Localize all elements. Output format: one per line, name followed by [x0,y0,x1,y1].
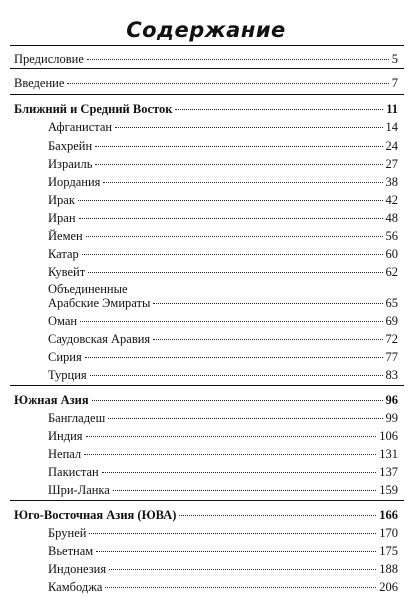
leader-dots [109,569,376,570]
leader-dots [85,357,383,358]
entry-page: 170 [379,526,398,540]
toc-entry-country[interactable] [48,120,398,134]
leader-dots [67,83,388,84]
leader-dots [87,59,389,60]
toc-entry-country[interactable] [48,368,398,382]
leader-dots [153,303,382,304]
section-page: 166 [379,508,398,522]
leader-dots [84,454,376,455]
entry-page: 27 [385,157,398,171]
leader-dots [113,490,376,491]
leader-dots [92,400,383,401]
leader-dots [86,236,383,237]
entry-page: 7 [391,76,398,90]
toc-entry-country[interactable] [48,175,398,189]
toc-entry-country[interactable] [48,157,398,171]
divider [10,385,404,386]
entry-label: Иран [48,211,76,225]
entry-label-line1: Объединенные [48,282,128,296]
leader-dots [95,146,382,147]
section-page: 11 [386,102,398,116]
leader-dots [175,109,383,110]
toc-entry-country[interactable] [48,314,398,328]
toc-section-southeast-asia[interactable] [14,508,398,522]
toc-section-south-asia[interactable] [14,393,398,407]
entry-label: Введение [14,76,65,90]
toc-entry-preface[interactable] [14,52,398,66]
divider [10,94,404,95]
leader-dots [102,472,377,473]
toc-entry-country[interactable] [48,265,398,279]
leader-dots [86,436,377,437]
entry-page: 14 [385,120,398,134]
leader-dots [89,533,376,534]
entry-page: 175 [379,544,398,558]
entry-label: Ирак [48,193,75,207]
entry-page: 137 [379,465,398,479]
entry-label: Шри-Ланка [48,483,110,497]
page-title: Содержание [126,18,286,42]
entry-page: 69 [385,314,398,328]
leader-dots [105,587,376,588]
entry-page: 62 [385,265,398,279]
entry-page: 83 [385,368,398,382]
divider [10,45,404,46]
entry-label: Предисловие [14,52,84,66]
entry-label: Саудовская Аравия [48,332,151,346]
entry-label: Камбоджа [48,580,103,594]
leader-dots [80,321,382,322]
toc-entry-country[interactable] [48,465,398,479]
entry-page: 106 [379,429,398,443]
toc-entry-country[interactable] [48,544,398,558]
leader-dots [153,339,382,340]
entry-label: Иордания [48,175,101,189]
toc-entry-country[interactable] [48,229,398,243]
toc-entry-country[interactable] [48,193,398,207]
toc-entry-country[interactable] [48,411,398,425]
entry-label: Сирия [48,350,82,364]
entry-page: 48 [385,211,398,225]
leader-dots [90,375,383,376]
leader-dots [82,254,383,255]
entry-label: Афганистан [48,120,113,134]
section-label: Южная Азия [14,393,89,407]
leader-dots [103,182,382,183]
entry-page: 5 [391,52,398,66]
entry-page: 99 [385,411,398,425]
entry-label: Индия [48,429,83,443]
entry-page: 56 [385,229,398,243]
toc-entry-country[interactable] [48,332,398,346]
leader-dots [115,127,382,128]
entry-page: 72 [385,332,398,346]
section-label: Юго-Восточная Азия (ЮВА) [14,508,177,522]
entry-page: 188 [379,562,398,576]
entry-page: 65 [385,296,398,310]
entry-label: Арабские Эмираты [48,296,151,310]
entry-page: 24 [385,139,398,153]
leader-dots [88,272,382,273]
toc-entry-country[interactable] [48,350,398,364]
leader-dots [78,200,383,201]
toc-entry-country[interactable] [48,429,398,443]
entry-page: 60 [385,247,398,261]
leader-dots [108,418,382,419]
toc-entry-country[interactable] [48,447,398,461]
entry-label: Катар [48,247,79,261]
entry-page: 159 [379,483,398,497]
section-label: Ближний и Средний Восток [14,102,173,116]
entry-label: Пакистан [48,465,99,479]
toc-entry-country[interactable] [48,580,398,594]
toc-entry-country[interactable] [48,483,398,497]
leader-dots [79,218,383,219]
entry-label: Бруней [48,526,87,540]
entry-page: 38 [385,175,398,189]
entry-label: Турция [48,368,87,382]
entry-label: Израиль [48,157,93,171]
toc-entry-introduction[interactable] [14,76,398,90]
divider [10,68,404,69]
toc-entry-country[interactable] [48,296,398,310]
entry-label: Бангладеш [48,411,106,425]
entry-label: Непал [48,447,82,461]
entry-page: 77 [385,350,398,364]
entry-label: Индонезия [48,562,107,576]
toc-entry-country[interactable] [48,562,398,576]
toc-entry-country[interactable] [48,211,398,225]
leader-dots [95,164,382,165]
entry-label: Оман [48,314,78,328]
toc-section-middle-east[interactable] [14,102,398,116]
entry-label: Йемен [48,229,83,243]
toc-entry-country[interactable] [48,526,398,540]
entry-label: Бахрейн [48,139,93,153]
entry-label: Вьетнам [48,544,94,558]
entry-page: 42 [385,193,398,207]
entry-page: 206 [379,580,398,594]
leader-dots [179,515,376,516]
toc-entry-country[interactable] [48,139,398,153]
entry-page: 131 [379,447,398,461]
toc-entry-country[interactable] [48,247,398,261]
entry-label: Кувейт [48,265,86,279]
divider [10,500,404,501]
leader-dots [96,551,376,552]
section-page: 96 [385,393,398,407]
